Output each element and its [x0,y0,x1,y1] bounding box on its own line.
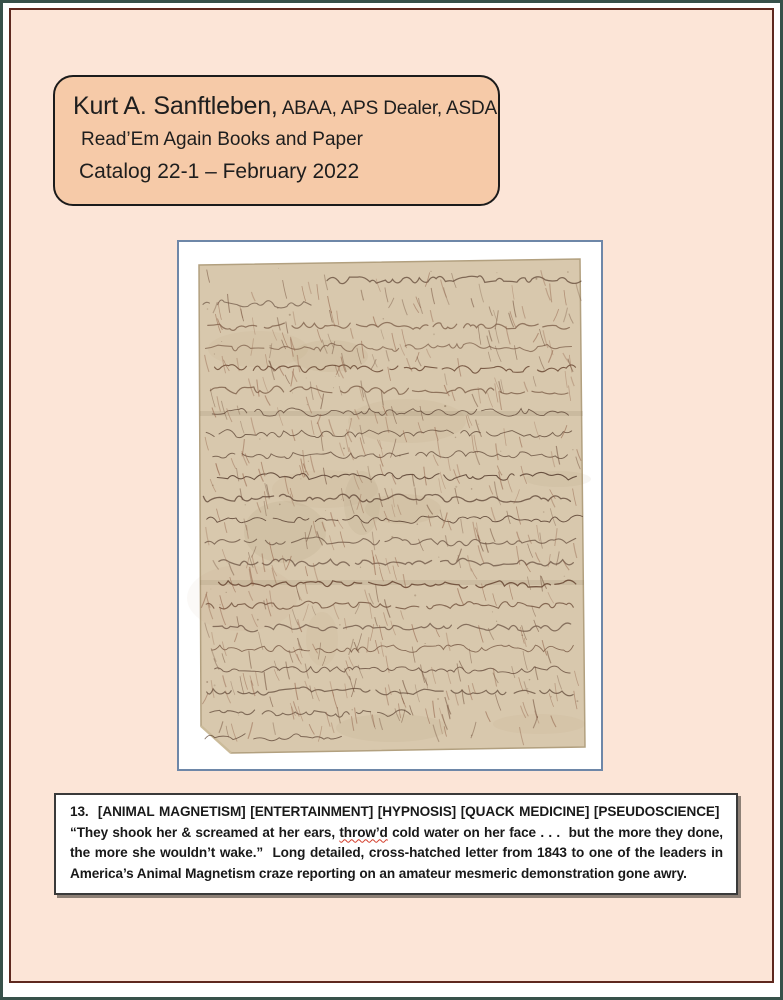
catalog-title: Catalog 22-1 – February 2022 [79,160,360,183]
letter-photo [177,240,603,771]
item-summary: Long detailed, cross-hatched letter from 1843 to one of the leaders in America’s Animal Magnetism craze reporting on an amateur mesmeric demonstration gone awry. [70,845,723,881]
item-number-and-tags: 13. [ANIMAL MAGNETISM] [ENTERTAINMENT] [HYPNOSIS] [QUACK MEDICINE] [PSEUDOSCIENCE] [70,804,723,819]
item-description-box [54,793,738,895]
quote-before: “They shook her & screamed at her ears, [70,824,340,840]
letter-scan-art [187,250,593,761]
page-body [9,8,774,983]
dealer-name-line [73,92,498,121]
dealer-header-box [53,75,500,206]
business-name: Read’Em Again Books and Paper [81,129,364,150]
item-description-text [70,802,723,884]
dealer-credentials: ABAA, APS Dealer, ASDA [277,98,497,119]
misspelled-word: throw’d [339,824,388,840]
dealer-name: Kurt A. Sanftleben, [73,92,278,120]
quote-after: cold water on her face . . . but the more they done, the more she wouldn’t wake.” [70,824,723,861]
